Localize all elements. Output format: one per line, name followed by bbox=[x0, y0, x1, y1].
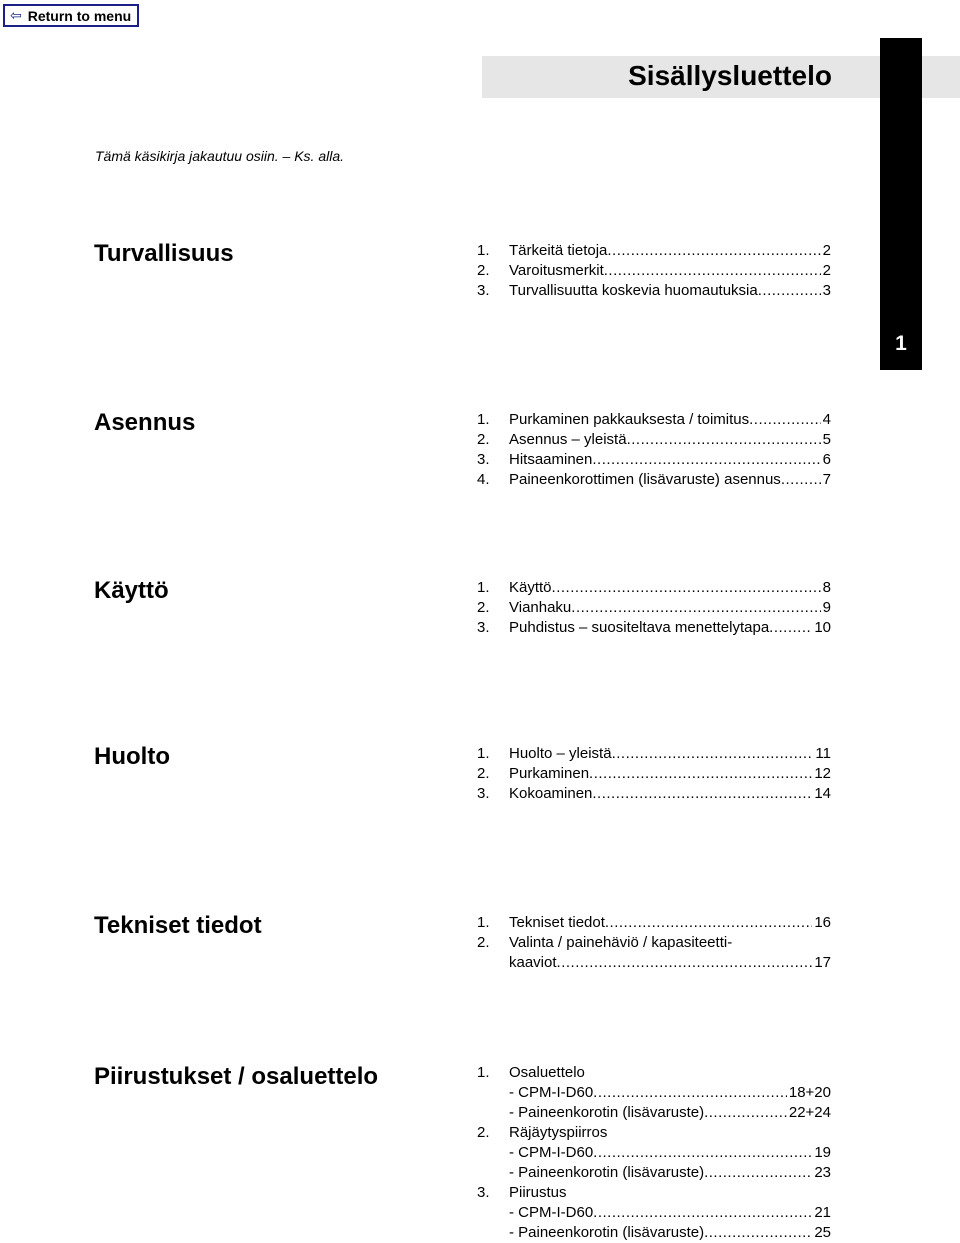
entry-text: Räjäytyspiirros bbox=[509, 1124, 608, 1141]
entry-page: 21 bbox=[814, 1204, 831, 1221]
entry-number: 3. bbox=[477, 619, 490, 636]
entry-text: Valinta / painehäviö / kapasiteetti- bbox=[509, 934, 733, 951]
entry-text: Tärkeitä tietoja bbox=[509, 242, 608, 259]
toc-group-heading[interactable] bbox=[477, 1063, 831, 1083]
entry-page: 23 bbox=[814, 1164, 831, 1181]
toc-tekniset-tiedot bbox=[477, 913, 831, 973]
section-title-piirustukset: Piirustukset / osaluettelo bbox=[94, 1063, 379, 1090]
intro-text: Tämä käsikirja jakautuu osiin. – Ks. alla. bbox=[95, 148, 344, 164]
entry-number: 1. bbox=[477, 411, 490, 428]
entry-page: 16 bbox=[814, 914, 831, 931]
entry-page: 17 bbox=[814, 954, 831, 971]
left-arrow-icon: ⇦ bbox=[10, 7, 22, 23]
toc-kaytto bbox=[477, 578, 831, 638]
toc-entry[interactable] bbox=[477, 744, 831, 764]
entry-number: 1. bbox=[477, 914, 490, 931]
toc-entry[interactable] bbox=[477, 450, 831, 470]
subentry-text: - Paineenkorotin (lisävaruste) bbox=[509, 1164, 705, 1181]
toc-group-heading[interactable] bbox=[477, 1123, 831, 1143]
subentry-text: - CPM-I-D60 bbox=[509, 1204, 594, 1221]
entry-page: 11 bbox=[815, 745, 831, 762]
entry-text-continued: kaaviot bbox=[509, 954, 557, 971]
entry-number: 2. bbox=[477, 262, 490, 279]
entry-text: Purkaminen bbox=[509, 765, 590, 782]
entry-page: 25 bbox=[814, 1224, 831, 1241]
toc-entry[interactable] bbox=[477, 410, 831, 430]
section-title-tekniset-tiedot: Tekniset tiedot bbox=[94, 912, 262, 939]
toc-entry[interactable] bbox=[477, 784, 831, 804]
toc-subentry[interactable] bbox=[477, 1163, 831, 1183]
entry-text: Huolto – yleistä bbox=[509, 745, 612, 762]
toc-entry[interactable] bbox=[477, 261, 831, 281]
chapter-tab bbox=[880, 38, 922, 370]
toc-entry[interactable] bbox=[477, 933, 831, 953]
entry-text: Hitsaaminen bbox=[509, 451, 593, 468]
entry-page: 4 bbox=[822, 411, 831, 428]
section-title-huolto: Huolto bbox=[94, 743, 170, 770]
entry-page: 19 bbox=[814, 1144, 831, 1161]
entry-text: Varoitusmerkit bbox=[509, 262, 604, 279]
entry-number: 1. bbox=[477, 242, 490, 259]
subentry-text: - CPM-I-D60 bbox=[509, 1084, 594, 1101]
toc-entry[interactable] bbox=[477, 241, 831, 261]
entry-page: 8 bbox=[822, 579, 831, 596]
entry-text: Paineenkorottimen (lisävaruste) asennus bbox=[509, 471, 781, 488]
toc-asennus bbox=[477, 410, 831, 490]
toc-huolto bbox=[477, 744, 831, 804]
entry-page: 18+20 bbox=[788, 1084, 831, 1101]
entry-number: 3. bbox=[477, 451, 490, 468]
toc-subentry[interactable] bbox=[477, 1143, 831, 1163]
toc-subentry[interactable] bbox=[477, 1223, 831, 1243]
entry-number: 4. bbox=[477, 471, 490, 488]
entry-number: 1. bbox=[477, 579, 490, 596]
entry-text: Vianhaku bbox=[509, 599, 572, 616]
entry-page: 2 bbox=[822, 242, 831, 259]
entry-text: Tekniset tiedot bbox=[509, 914, 605, 931]
toc-subentry[interactable] bbox=[477, 1103, 831, 1123]
entry-number: 2. bbox=[477, 1124, 490, 1141]
entry-page: 9 bbox=[822, 599, 831, 616]
entry-number: 1. bbox=[477, 1064, 490, 1081]
entry-number: 2. bbox=[477, 765, 490, 782]
entry-text: Piirustus bbox=[509, 1184, 567, 1201]
toc-subentry[interactable] bbox=[477, 1203, 831, 1223]
section-title-turvallisuus: Turvallisuus bbox=[94, 240, 234, 267]
entry-text: Osaluettelo bbox=[509, 1064, 585, 1081]
entry-page: 2 bbox=[822, 262, 831, 279]
entry-page: 5 bbox=[822, 431, 831, 448]
entry-text: Käyttö bbox=[509, 579, 552, 596]
entry-number: 3. bbox=[477, 1184, 490, 1201]
entry-number: 3. bbox=[477, 282, 490, 299]
entry-page: 12 bbox=[814, 765, 831, 782]
entry-page: 7 bbox=[822, 471, 831, 488]
section-title-kaytto: Käyttö bbox=[94, 577, 169, 604]
toc-entry[interactable] bbox=[477, 470, 831, 490]
page-title: Sisällysluettelo bbox=[628, 60, 832, 91]
toc-entry[interactable] bbox=[477, 764, 831, 784]
entry-number: 2. bbox=[477, 599, 490, 616]
entry-page: 22+24 bbox=[788, 1104, 831, 1121]
entry-number: 2. bbox=[477, 431, 490, 448]
entry-number: 2. bbox=[477, 934, 490, 951]
toc-piirustukset bbox=[477, 1063, 831, 1243]
section-title-asennus: Asennus bbox=[94, 409, 196, 436]
toc-group-heading[interactable] bbox=[477, 1183, 831, 1203]
chapter-tab-number: 1 bbox=[895, 332, 907, 355]
subentry-text: - Paineenkorotin (lisävaruste) bbox=[509, 1224, 705, 1241]
subentry-text: - Paineenkorotin (lisävaruste) bbox=[509, 1104, 705, 1121]
entry-text: Kokoaminen bbox=[509, 785, 593, 802]
toc-turvallisuus bbox=[477, 241, 831, 301]
entry-text: Puhdistus – suositeltava menettelytapa bbox=[509, 619, 770, 636]
entry-text: Turvallisuutta koskevia huomautuksia bbox=[509, 282, 758, 299]
entry-number: 3. bbox=[477, 785, 490, 802]
toc-entry[interactable] bbox=[477, 598, 831, 618]
entry-page: 3 bbox=[822, 282, 831, 299]
toc-entry[interactable] bbox=[477, 281, 831, 301]
entry-text: Asennus – yleistä bbox=[509, 431, 627, 448]
entry-page: 14 bbox=[814, 785, 831, 802]
toc-entry[interactable] bbox=[477, 913, 831, 933]
entry-text: Purkaminen pakkauksesta / toimitus bbox=[509, 411, 750, 428]
toc-subentry[interactable] bbox=[477, 1083, 831, 1103]
return-label: Return to menu bbox=[27, 7, 132, 24]
toc-entry[interactable] bbox=[477, 578, 831, 598]
toc-entry[interactable] bbox=[477, 430, 831, 450]
entry-page: 6 bbox=[822, 451, 831, 468]
toc-entry-continuation[interactable] bbox=[477, 953, 831, 973]
toc-entry[interactable] bbox=[477, 618, 831, 638]
return-to-menu-button[interactable] bbox=[3, 4, 139, 27]
entry-page: 10 bbox=[814, 619, 831, 636]
entry-number: 1. bbox=[477, 745, 490, 762]
subentry-text: - CPM-I-D60 bbox=[509, 1144, 594, 1161]
